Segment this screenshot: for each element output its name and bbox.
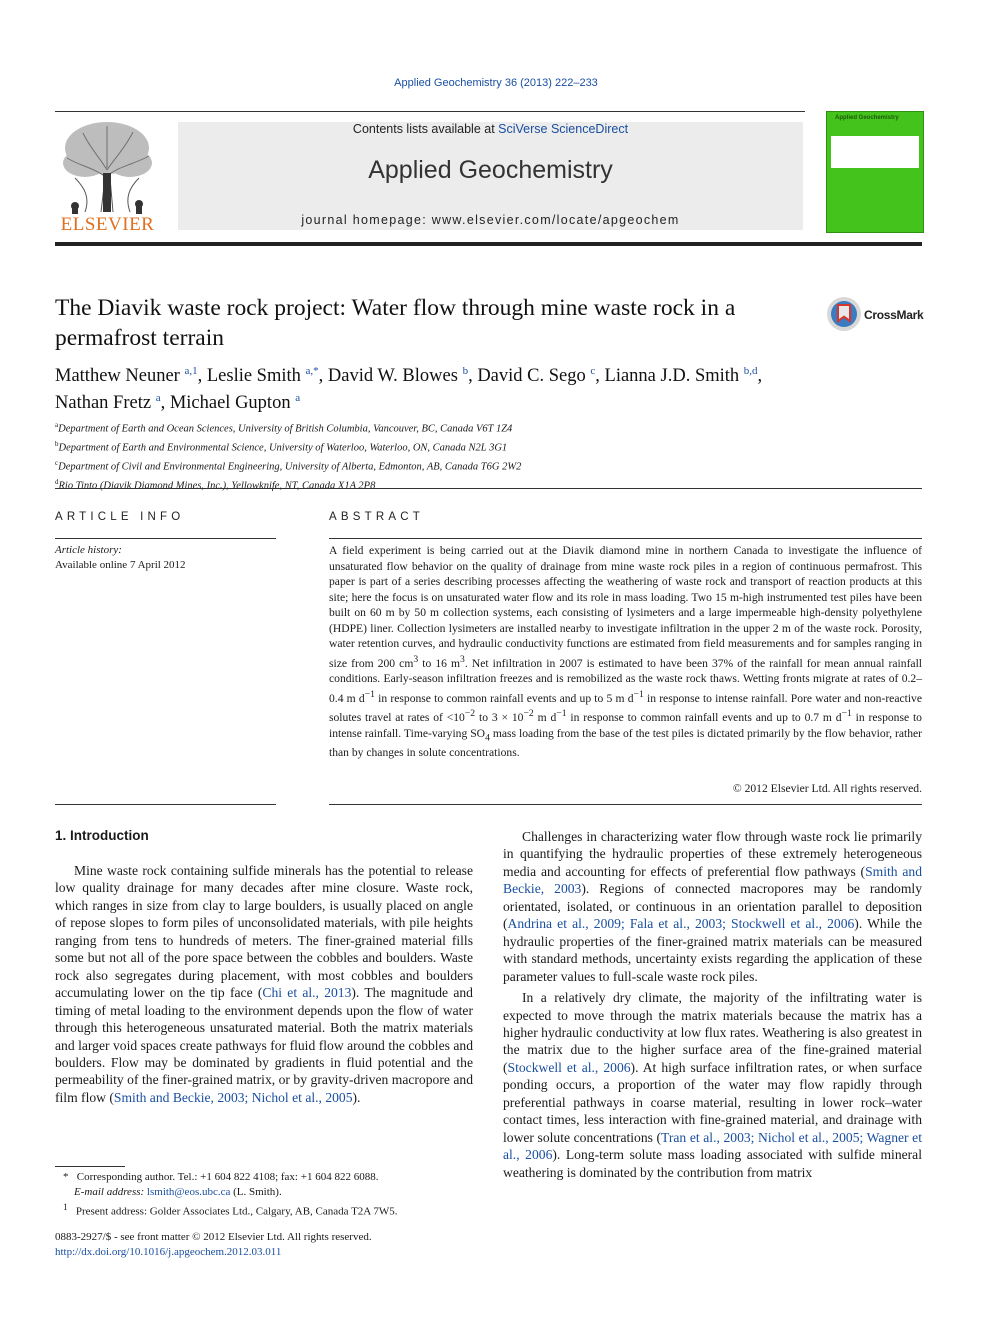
header-rule <box>55 111 805 112</box>
homepage-url[interactable]: www.elsevier.com/locate/apgeochem <box>431 213 680 227</box>
citation-link[interactable]: Chi et al., 2013 <box>262 985 352 1001</box>
citation-link[interactable]: Tran et al., 2003; Nichol et al., 2005; Wagner et al., 2006 <box>503 1129 922 1163</box>
sciencedirect-link[interactable]: SciVerse ScienceDirect <box>498 122 629 136</box>
history-label: Article history: <box>55 544 122 556</box>
crossmark-badge[interactable] <box>826 296 926 334</box>
history-value: Available online 7 April 2012 <box>55 559 186 571</box>
abstract-text: A field experiment is being carried out at the Diavik diamond mine in northern Canada to investigate the influence of unsaturated flow behavior on the quality of drainage from mine waste rock piles in a region of continuous permafrost. This paper is part of a series describing processes affecting the weathering of waste rock and transport of reaction products at this site; here the focus is on unsaturated water flow and its role in mass loading. Two 15 m-high instrumented test piles have been built on 60 m by 50 m collection systems, each consisting of lysimeters and a large impermeable high-density polyethylene (HDPE) liner. Collection lysimeters are installed nearby to investigate infiltration in the upper 2 m of the waste rock. Porosity, water retention curves, and hydraulic conductivity functions are estimated from field measurements and for samples ranging in size from 200 $cm^3$ to 16 $m^3$. Net infiltration in 2007 is estimated to have been 37% of the rainfall for mean annual rainfall conditions. Early-season infiltration freezes and is remobilized as the waste rock thaws. Wetting fronts migrate at rates of 0.2–0.4 m $d^{-1}$ in response to common rainfall events and up to 5 m $d^{-1}$ in response to intense rainfall. Pore water and non-reactive solutes travel at rates of $<10^{-2}$ to $3 \times 10^{-2}$ m $d^{-1}$ in response to common rainfall events and up to 0.7 m $d^{-1}$ in response to intense rainfall. Time-varying $SO_4$ mass loading from the base of the test piles is dictated primarily by the flow behavior, rather than by changes in solute concentrations. <box>329 544 923 760</box>
paragraph: Challenges in characterizing water flow through waste rock lie primarily in quantifying the hydraulic properties of these extremely heterogeneous media and accounting for effects of preferential flow pathways (Smith and Beckie, 2003). Regions of connected macropores may be randomly orientated, isolated, or continuous in an orientation parallel to deposition (Andrina et al., 2009; Fala et al., 2003; Stockwell et al., 2006). While the hydraulic properties of the finer-grained matrix materials can be measured with standard methods, uncertainty exists regarding the application of these parameter values to full-scale waste rock piles. <box>503 829 923 984</box>
homepage-prefix: journal homepage: <box>301 213 432 227</box>
affiliations <box>55 418 755 494</box>
cover-title: Applied Geochemistry <box>835 115 899 121</box>
copyright-notice: © 2012 Elsevier Ltd. All rights reserved. <box>732 782 922 795</box>
article-identifiers <box>55 1230 473 1260</box>
author[interactable]: Nathan Fretz $^a$ <box>55 392 161 414</box>
author[interactable]: David W. Blowes $^b$ <box>327 365 469 387</box>
footnote-corresponding: * Corresponding author. Tel.: +1 604 822 4108; fax: +1 604 822 6088. <box>63 1171 379 1183</box>
affiliation: $^c$Department of Civil and Environmental Engineering, University of Alberta, Edmonton, AB, Canada T6G 2W2 <box>55 459 522 473</box>
journal-citation[interactable]: Applied Geochemistry 36 (2013) 222–233 <box>394 77 598 89</box>
article-title: The Diavik waste rock project: Water flow through mine waste rock in a permafrost terrain <box>55 295 736 351</box>
journal-cover[interactable] <box>826 111 924 233</box>
footnote-email: E-mail address: lsmith@eos.ubc.ca (L. Smith). <box>74 1185 282 1198</box>
paragraph: In a relatively dry climate, the majority of the infiltrating water is expected to move through the matrix materials because the matrix has a higher hydraulic conductivity at low flux rates. Weathering is also greatest in the matrix due to the higher surface area of the fine-grained material (Stockwell et al., 2006). At high surface infiltration rates, or when surface ponding occurs, a proportion of the water may flow rapidly through preferential pathways in coarse material, resulting in lower rock–water contact times, less interaction with fine-grained material, and drainage with lower solute concentrations (Tran et al., 2003; Nichol et al., 2005; Wagner et al., 2006). Long-term solute mass loading associated with sulfide mineral weathering is dominated by the contribution from matrix <box>503 990 923 1180</box>
author[interactable]: Lianna J.D. Smith $^{b,d}$ <box>604 365 758 387</box>
contents-line <box>178 122 803 136</box>
email-link[interactable]: lsmith@eos.ubc.ca <box>146 1185 231 1198</box>
crossmark-icon <box>826 296 862 332</box>
citation-link[interactable]: Andrina et al., 2009; Fala et al., 2003; Stockwell et al., 2006 <box>507 916 855 932</box>
footnotes <box>55 1170 473 1219</box>
article-info-heading: ARTICLE INFO <box>55 511 185 523</box>
abstract-bottom-rule <box>329 804 922 805</box>
author[interactable]: Leslie Smith $^{a,*}$ <box>206 365 319 387</box>
body-column-right <box>503 828 922 1181</box>
section-heading-introduction: 1. Introduction <box>55 828 149 843</box>
citation-link[interactable]: Smith and Beckie, 2003 <box>503 863 922 897</box>
author[interactable]: David C. Sego $^c$ <box>477 365 596 387</box>
elsevier-logo[interactable] <box>55 118 160 236</box>
homepage-line <box>178 213 803 227</box>
affiliation: $^b$Department of Earth and Environmental Science, University of Waterloo, Waterloo, ON, Canada N2L 3G1 <box>55 440 508 454</box>
header-thick-rule <box>55 242 922 246</box>
citation-link[interactable]: Smith and Beckie, 2003; Nichol et al., 2005 <box>113 1089 353 1105</box>
elsevier-tree-icon <box>55 118 160 214</box>
author[interactable]: Matthew Neuner $^{a,1}$ <box>55 365 198 387</box>
article-info-rule <box>55 538 276 539</box>
author[interactable]: Michael Gupton $^a$ <box>169 392 301 414</box>
abstract-rule <box>329 538 922 539</box>
contents-prefix: Contents lists available at <box>352 122 499 136</box>
article-info-bottom-rule <box>55 804 276 805</box>
paragraph: Mine waste rock containing sulfide minerals has the potential to release low quality drainage for many decades after mine closure. Waste rock, which ranges in size from clay to large boulders, is usually placed on angle of repose slopes to form piles of unconsolidated materials, with pile heights ranging from tens to hundreds of meters. The finer-grained material fills some but not all of the pore space between the cobbles and boulders. Waste rock also segregates during placement, with most cobbles and boulders accumulating lower on the tip face (Chi et al., 2013). The magnitude and timing of metal loading to the environment depends upon the flow of water through this heterogeneous unsaturated material. Both the matrix materials and larger void spaces create pathways for fluid flow around the cobbles and boulders. Flow may be dominated by gradients in fluid potential and the permeability of the finer-grained matrix, or by gravity-driven macropore and film flow (Smith and Beckie, 2003; Nichol et al., 2005). <box>55 863 473 1105</box>
affiliation: $^d$Rio Tinto (Diavik Diamond Mines, Inc.), Yellowknife, NT, Canada X1A 2P8 <box>55 478 376 492</box>
body-column-left <box>55 862 473 1106</box>
citation-link[interactable]: Stockwell et al., 2006 <box>507 1059 631 1075</box>
journal-title: Applied Geochemistry <box>368 156 613 184</box>
cover-white-band <box>831 136 919 168</box>
journal-banner <box>178 122 803 230</box>
article-history <box>55 543 276 573</box>
footnote-rule <box>55 1166 125 1167</box>
author-list: Matthew Neuner $^{a,1}$, Leslie Smith $^{a,*}$, David W. Blowes $^b$, David C. Sego $^c$, Lianna J.D. Smith $^{b,d}$, Nathan Fretz $^a$, Michael Gupton $^a$ <box>55 365 763 414</box>
elsevier-wordmark: ELSEVIER <box>60 214 155 235</box>
doi-link[interactable]: http://dx.doi.org/10.1016/j.apgeochem.2012.03.011 <box>55 1245 282 1258</box>
crossmark-label: CrossMark <box>864 308 924 322</box>
section-rule <box>55 488 922 489</box>
affiliation: $^a$Department of Earth and Ocean Sciences, University of British Columbia, Vancouver, BC, Canada V6T 1Z4 <box>55 421 513 435</box>
abstract-heading: ABSTRACT <box>329 511 424 523</box>
footnote-present-address: $^1$ Present address: Golder Associates Ltd., Calgary, AB, Canada T2A 7W5. <box>63 1201 398 1218</box>
issn-line: 0883-2927/$ - see front matter © 2012 Elsevier Ltd. All rights reserved. <box>55 1231 372 1243</box>
